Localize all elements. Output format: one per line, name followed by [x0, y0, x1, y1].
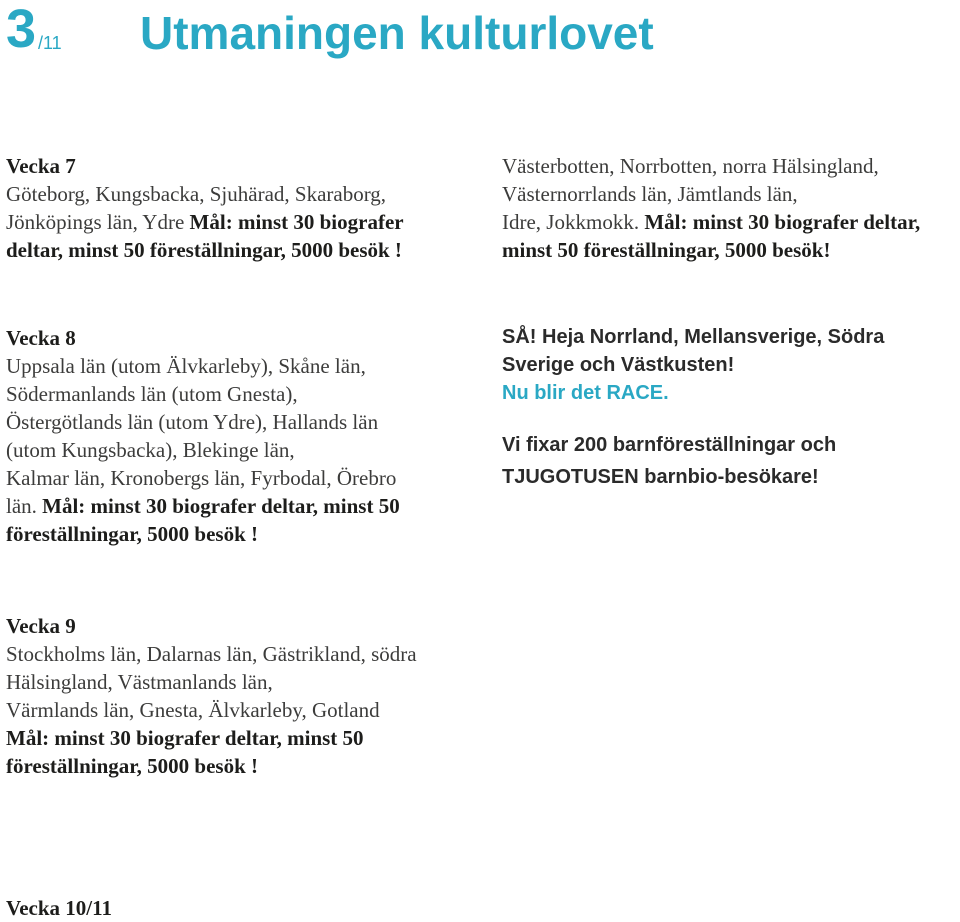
callout-race: Nu blir det RACE.	[502, 382, 669, 404]
vecka-8-line: Östergötlands län (utom Ydre), Hallands län	[6, 410, 379, 434]
vecka-7-line: Göteborg, Kungsbacka, Sjuhärad, Skaraborg,	[6, 182, 387, 206]
norr-goal: Mål: minst 30 biografer deltar,	[644, 210, 921, 234]
vecka-10-heading: Vecka 10/11	[6, 896, 112, 920]
vecka-8-line: (utom Kungsbacka), Blekinge län,	[6, 438, 295, 462]
section-vecka-9	[6, 612, 417, 780]
vecka-9-line: Värmlands län, Gnesta, Älvkarleby, Gotland	[6, 698, 380, 722]
callout-line: Sverige och Västkusten!	[502, 354, 735, 376]
vecka-7-goal: deltar, minst 50 föreställningar, 5000 besök !	[6, 238, 402, 262]
vecka-8-goal: Mål: minst 30 biografer deltar, minst 50	[42, 494, 400, 518]
vecka-7-line	[6, 208, 404, 236]
norr-line: Västernorrlands län, Jämtlands län,	[502, 182, 798, 206]
vecka-9-line	[6, 752, 417, 780]
page-number: 3	[6, 0, 37, 59]
vecka-8-line	[6, 492, 400, 520]
callout	[502, 323, 884, 491]
norr-goal: minst 50 föreställningar, 5000 besök!	[502, 238, 831, 262]
callout-line: Vi fixar 200 barnföreställningar och	[502, 434, 837, 456]
vecka-8-line: Södermanlands län (utom Gnesta),	[6, 382, 298, 406]
norr-line	[502, 236, 920, 264]
section-vecka-8	[6, 324, 400, 548]
vecka-9-line: Hälsingland, Västmanlands län,	[6, 670, 273, 694]
callout-line: TJUGOTUSEN barnbio-besökare!	[502, 466, 819, 488]
norr-line	[502, 208, 920, 236]
vecka-8-heading: Vecka 8	[6, 326, 76, 350]
section-vecka-7	[6, 152, 404, 264]
vecka-7-line	[6, 236, 404, 264]
vecka-7-goal: Mål: minst 30 biografer	[189, 210, 404, 234]
vecka-8-line: Uppsala län (utom Älvkarleby), Skåne län,	[6, 354, 366, 378]
vecka-9-goal: föreställningar, 5000 besök !	[6, 754, 259, 778]
vecka-8-regions: län.	[6, 494, 43, 518]
vecka-8-goal: föreställningar, 5000 besök !	[6, 522, 259, 546]
norr-line: Västerbotten, Norrbotten, norra Hälsingland,	[502, 154, 879, 178]
vecka-9-line: Stockholms län, Dalarnas län, Gästrikland, södra	[6, 642, 417, 666]
vecka-9-heading: Vecka 9	[6, 614, 76, 638]
page-title: Utmaningen kulturlovet	[140, 7, 654, 59]
vecka-8-line	[6, 520, 400, 548]
page-total: /11	[38, 33, 62, 53]
norr-regions: Idre, Jokkmokk.	[502, 210, 645, 234]
section-norr	[502, 152, 920, 264]
vecka-9-line	[6, 724, 417, 752]
vecka-9-goal: Mål: minst 30 biografer deltar, minst 50	[6, 726, 364, 750]
vecka-7-regions: Jönköpings län, Ydre	[6, 210, 190, 234]
vecka-8-line: Kalmar län, Kronobergs län, Fyrbodal, Örebro	[6, 466, 397, 490]
vecka-7-heading: Vecka 7	[6, 154, 76, 178]
callout-line: SÅ! Heja Norrland, Mellansverige, Södra	[502, 326, 885, 348]
